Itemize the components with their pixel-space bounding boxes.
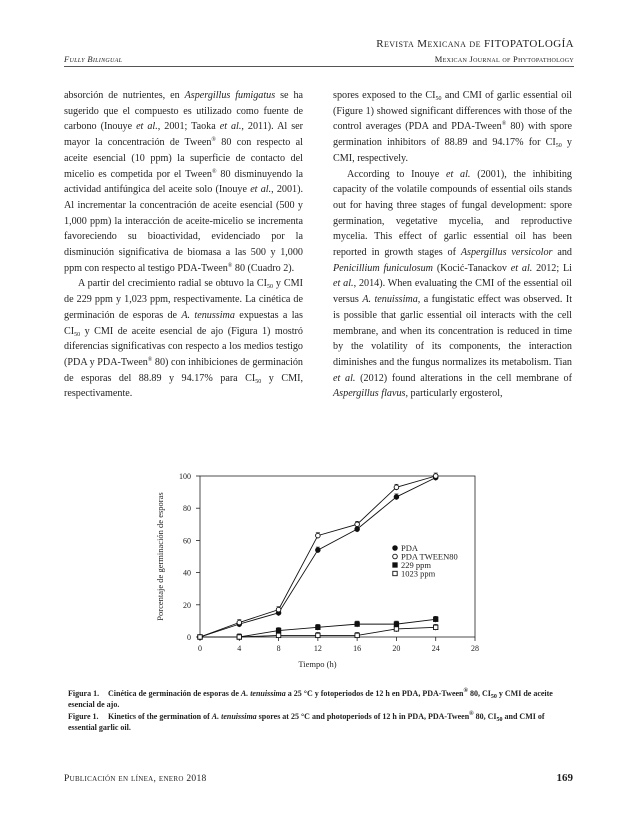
y-tick-label: 80 (183, 504, 191, 514)
journal-header (376, 38, 574, 64)
publication-date: Publicación en línea, enero 2018 (64, 774, 207, 784)
y-tick-label: 100 (179, 472, 191, 481)
legend-label: PDA (401, 543, 419, 553)
right-column (333, 88, 572, 402)
figure-caption-en: Figure 1. Kinetics of the germination of A. tenuissima spores at 25 °C and photoperiods of 12 h in PDA, PDA-Tween® 80, $CI_{50}$ and CMI of essential garlic oil. (68, 711, 545, 732)
y-tick-label: 60 (183, 536, 191, 546)
x-tick-label: 28 (471, 644, 479, 653)
data-point (355, 633, 359, 637)
x-tick-label: 16 (353, 644, 362, 653)
y-tick-label: 0 (187, 633, 191, 642)
data-point (434, 617, 438, 621)
x-tick-label: 20 (392, 644, 401, 653)
x-tick-label: 24 (431, 644, 440, 653)
x-axis-label: Tiempo (h) (298, 659, 337, 669)
left-paragraph-1: absorción de nutrientes, en Aspergillus fumigatus se ha sugerido que el compuesto es utilizado como fuente de carbono (Inouye et al., 2001; Taoka et al., 2011). Al ser mayor la concentración de Tween® 80 con respecto al aceite esencial (10 ppm) la superficie de contacto del micelio es competida por el Tween® 80 disminuyendo la actividad antifúngica del aceite solo (Inouye et al., 2001). Al incrementar la concentración de aceite esencial (500 y 1,000 ppm) la interacción de aceite-micelio se incrementa favoreciendo su bioactividad, evidenciado por la disminución significativa de biomasa a las 500 y 1,000 ppm con respecto al testigo PDA-Tween® 80 (Cuadro 2). (64, 90, 304, 274)
header-rule (64, 66, 574, 67)
journal-title-en: Mexican Journal of Phytopathology (434, 54, 574, 64)
legend-label: 1023 ppm (401, 568, 436, 579)
y-tick-label: 20 (183, 600, 191, 610)
x-tick-label: 0 (198, 644, 202, 653)
data-point (355, 622, 359, 626)
legend-label: PDA TWEEN80 (401, 551, 458, 562)
data-point (355, 527, 360, 532)
y-tick-label: 40 (183, 568, 191, 578)
x-tick-label: 8 (276, 644, 281, 653)
right-paragraph-2: According to Inouye et al. (2001), the inhibiting capacity of the volatile compounds of essential oils stands out for having three stages of fungal development: spore germination, vegetative mycelia, and reproductive mycelia. This effect of garlic essential oil has been reported in growth stages of Aspergillus versicolor and Penicillium funiculosum (Kocić-Tanackov et al. 2012; Li et al., 2014). When evaluating the CMI of the essential oil versus A. tenuissima, a fungistatic effect was observed. It is possible that garlic essential oil interacts with the cell membrane, and when its concentration is reduced in time by the volatility of its components, the interaction diminishes and the fungus normalizes its metabolism. Tian et al. (2012) found alterations in the cell membrane of Aspergillus flavus, particularly ergosterol, (333, 168, 573, 400)
data-point (276, 607, 281, 612)
figure-caption-es: Figura 1. Cinética de germinación de esporas de A. tenuissima a 25 °C y fotoperiodos de 12 h en PDA, PDA-Tween® 80, $CI_{50}$ y CMI de aceite esencial de ajo. (68, 688, 553, 709)
running-header-left: Fully Bilingual (64, 54, 123, 64)
journal-title-es: Revista Mexicana de FITOPATOLOGÍA (376, 38, 574, 50)
data-point (434, 625, 438, 629)
data-point (433, 474, 438, 479)
data-point (394, 495, 399, 500)
data-point (237, 635, 241, 639)
data-point (394, 627, 398, 631)
data-point (276, 633, 280, 637)
germination-chart (145, 468, 495, 673)
data-point (316, 625, 320, 629)
legend-marker (393, 554, 398, 559)
data-point (316, 633, 320, 637)
legend-marker (393, 563, 397, 567)
page-number: 169 (556, 772, 573, 784)
right-paragraph-1: spores exposed to the $CI_{50}$ and CMI of garlic essential oil (Figure 1) showed significant differences with those of the control averages (PDA and PDA-Tween® 80) with spore germination inhibitors of 88.89 and 94.17% for $CI_{50}$ y CMI, respectively. (333, 90, 572, 164)
y-axis-label: Porcentaje de germinación de esporas (155, 492, 165, 621)
data-point (237, 620, 242, 625)
left-column (64, 88, 303, 402)
legend-marker (393, 546, 398, 551)
data-point (355, 522, 360, 527)
data-point (316, 533, 321, 538)
data-point (198, 635, 202, 639)
x-tick-label: 4 (237, 644, 242, 653)
left-paragraph-2: A partir del crecimiento radial se obtuvo la $CI_{50}$ y CMI de 229 ppm y 1,023 ppm, respectivamente. La cinética de germinación de esporas de A. tenussima expuestas a las $CI_{50}$ y CMI de aceite esencial de ajo (Figura 1) mostró diferencias significativas con respecto a los medios testigo (PDA y PDA-Tween® 80) con inhibiciones de germinación de esporas del 88.89 y 94.17% para $CI_{50}$ y CMI, respectivamente. (64, 278, 303, 400)
x-tick-label: 12 (313, 644, 322, 653)
legend-label: 229 ppm (401, 560, 431, 570)
legend-marker (393, 571, 397, 575)
data-point (316, 548, 321, 553)
data-point (394, 485, 399, 490)
